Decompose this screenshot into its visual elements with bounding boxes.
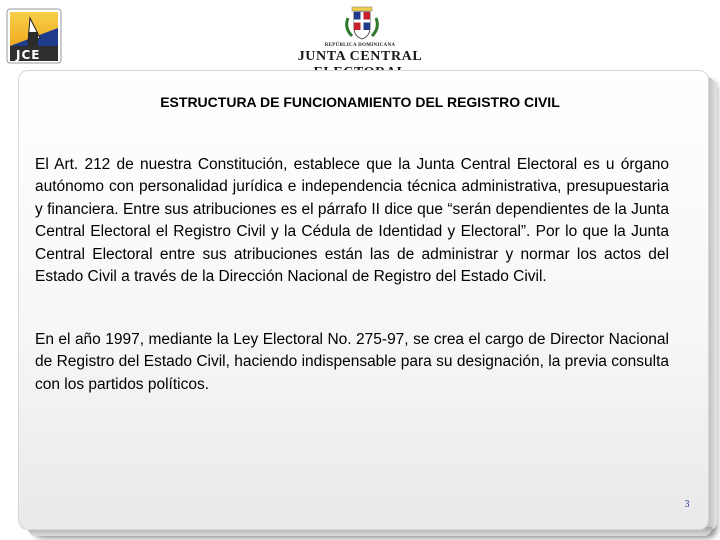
paragraph-electoral-law: En el año 1997, mediante la Ley Electoral No. 275-97, se crea el cargo de Director Nacional de Registro del Estado Civil, haciendo indispensable para su designación, la previa consulta con los partidos políticos. [35, 331, 669, 393]
content-panel [18, 70, 709, 530]
coat-of-arms-icon [342, 4, 382, 44]
organization-title: JUNTA CENTRAL [297, 49, 423, 64]
slide-heading: ESTRUCTURA DE FUNCIONAMIENTO DEL REGISTRO CIVIL [160, 94, 560, 110]
crest-subtitle: REPÚBLICA DOMINICANA [324, 43, 396, 48]
page-number: 3 [684, 499, 690, 510]
jce-logo-text: JCE [16, 48, 41, 62]
paragraph-constitution: El Art. 212 de nuestra Constitución, establece que la Junta Central Electoral es u órgano autónomo con personalidad jurídica e independencia técnica administrativa, presupuestaria y financiera. Entre sus atribuciones es el párrafo II dice que “serán dependientes de la Junta Central Electoral el Registro Civil y la Cédula de Identidad y Electoral”. Por lo que la Junta Central Electoral entre sus atribuciones están las de administrar y normar los actos del Estado Civil a través de la Dirección Nacional de Registro del Estado Civil. [35, 156, 669, 286]
header-title-block [255, 4, 465, 66]
jce-logo [6, 8, 62, 64]
